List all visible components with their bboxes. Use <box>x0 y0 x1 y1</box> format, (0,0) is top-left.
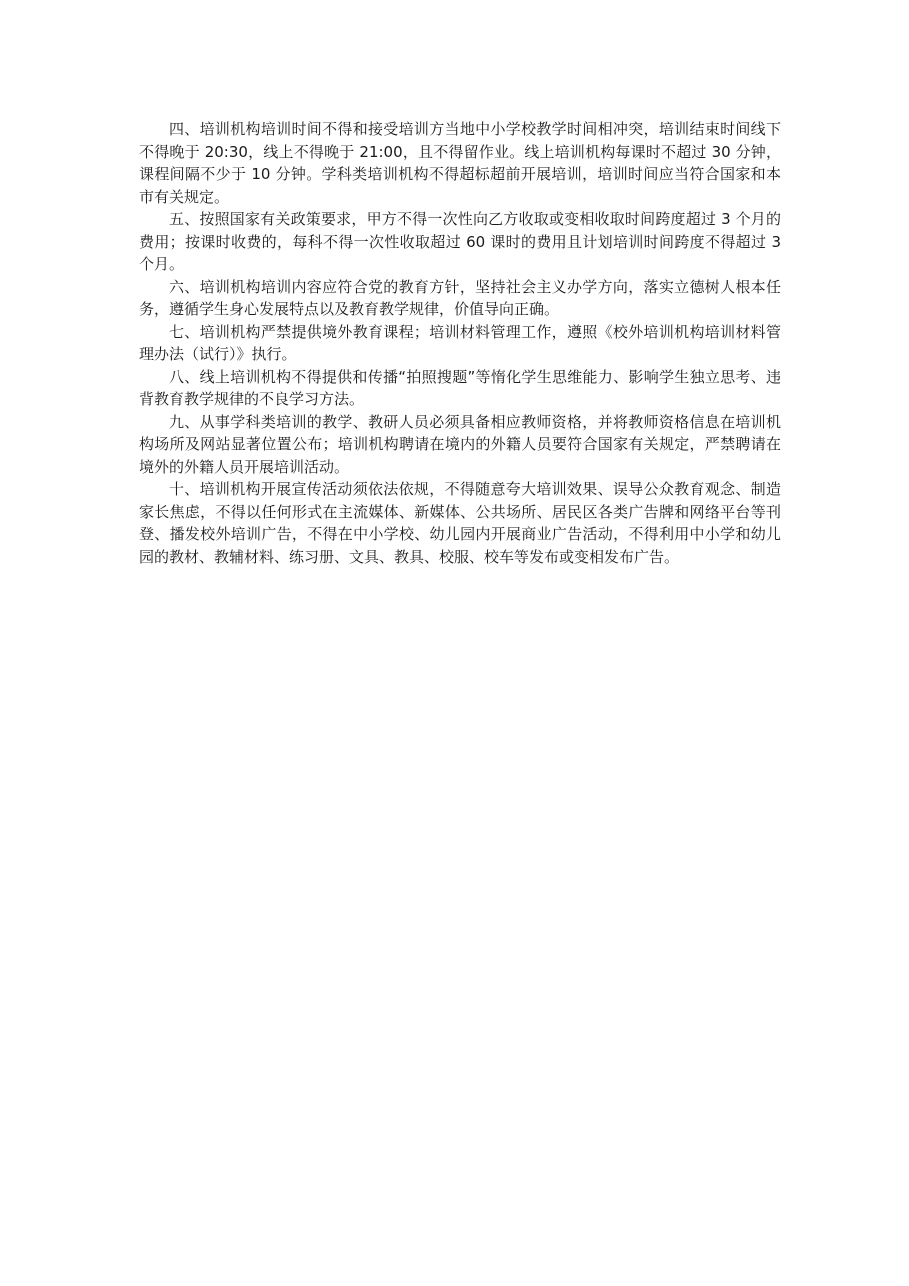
paragraph-eight: 八、线上培训机构不得提供和传播“拍照搜题”等惰化学生思维能力、影响学生独立思考、违背教育教学规律的不良学习方法。 <box>139 367 781 408</box>
paragraph-five: 五、按照国家有关政策要求，甲方不得一次性向乙方收取或变相收取时间跨度超过 3 个月的费用；按课时收费的，每科不得一次性收取超过 60 课时的费用且计划培训时间跨度不得超过 3 个月。 <box>139 210 781 273</box>
paragraph-ten: 十、培训机构开展宣传活动须依法依规，不得随意夸大培训效果、误导公众教育观念、制造家长焦虑，不得以任何形式在主流媒体、新媒体、公共场所、居民区各类广告牌和网络平台等刊登、播发校外培训广告，不得在中小学校、幼儿园内开展商业广告活动，不得利用中小学和幼儿园的教材、教辅材料、练习册、文具、教具、校服、校车等发布或变相发布广告。 <box>139 480 781 566</box>
paragraph-six: 六、培训机构培训内容应符合党的教育方针，坚持社会主义办学方向，落实立德树人根本任务，遵循学生身心发展特点以及教育教学规律，价值导向正确。 <box>139 277 781 318</box>
paragraph-four: 四、培训机构培训时间不得和接受培训方当地中小学校教学时间相冲突，培训结束时间线下不得晚于 20:30，线上不得晚于 21:00，且不得留作业。线上培训机构每课时不超过 30 分钟，课程间隔不少于 10 分钟。学科类培训机构不得超标超前开展培训，培训时间应当符合国家和本市有关规定。 <box>139 120 781 206</box>
paragraph-seven: 七、培训机构严禁提供境外教育课程；培训材料管理工作，遵照《校外培训机构培训材料管理办法（试行）》执行。 <box>139 322 781 363</box>
paragraph-nine: 九、从事学科类培训的教学、教研人员必须具备相应教师资格，并将教师资格信息在培训机构场所及网站显著位置公布；培训机构聘请在境内的外籍人员要符合国家有关规定，严禁聘请在境外的外籍人员开展培训活动。 <box>139 412 781 476</box>
document-body <box>139 118 781 568</box>
